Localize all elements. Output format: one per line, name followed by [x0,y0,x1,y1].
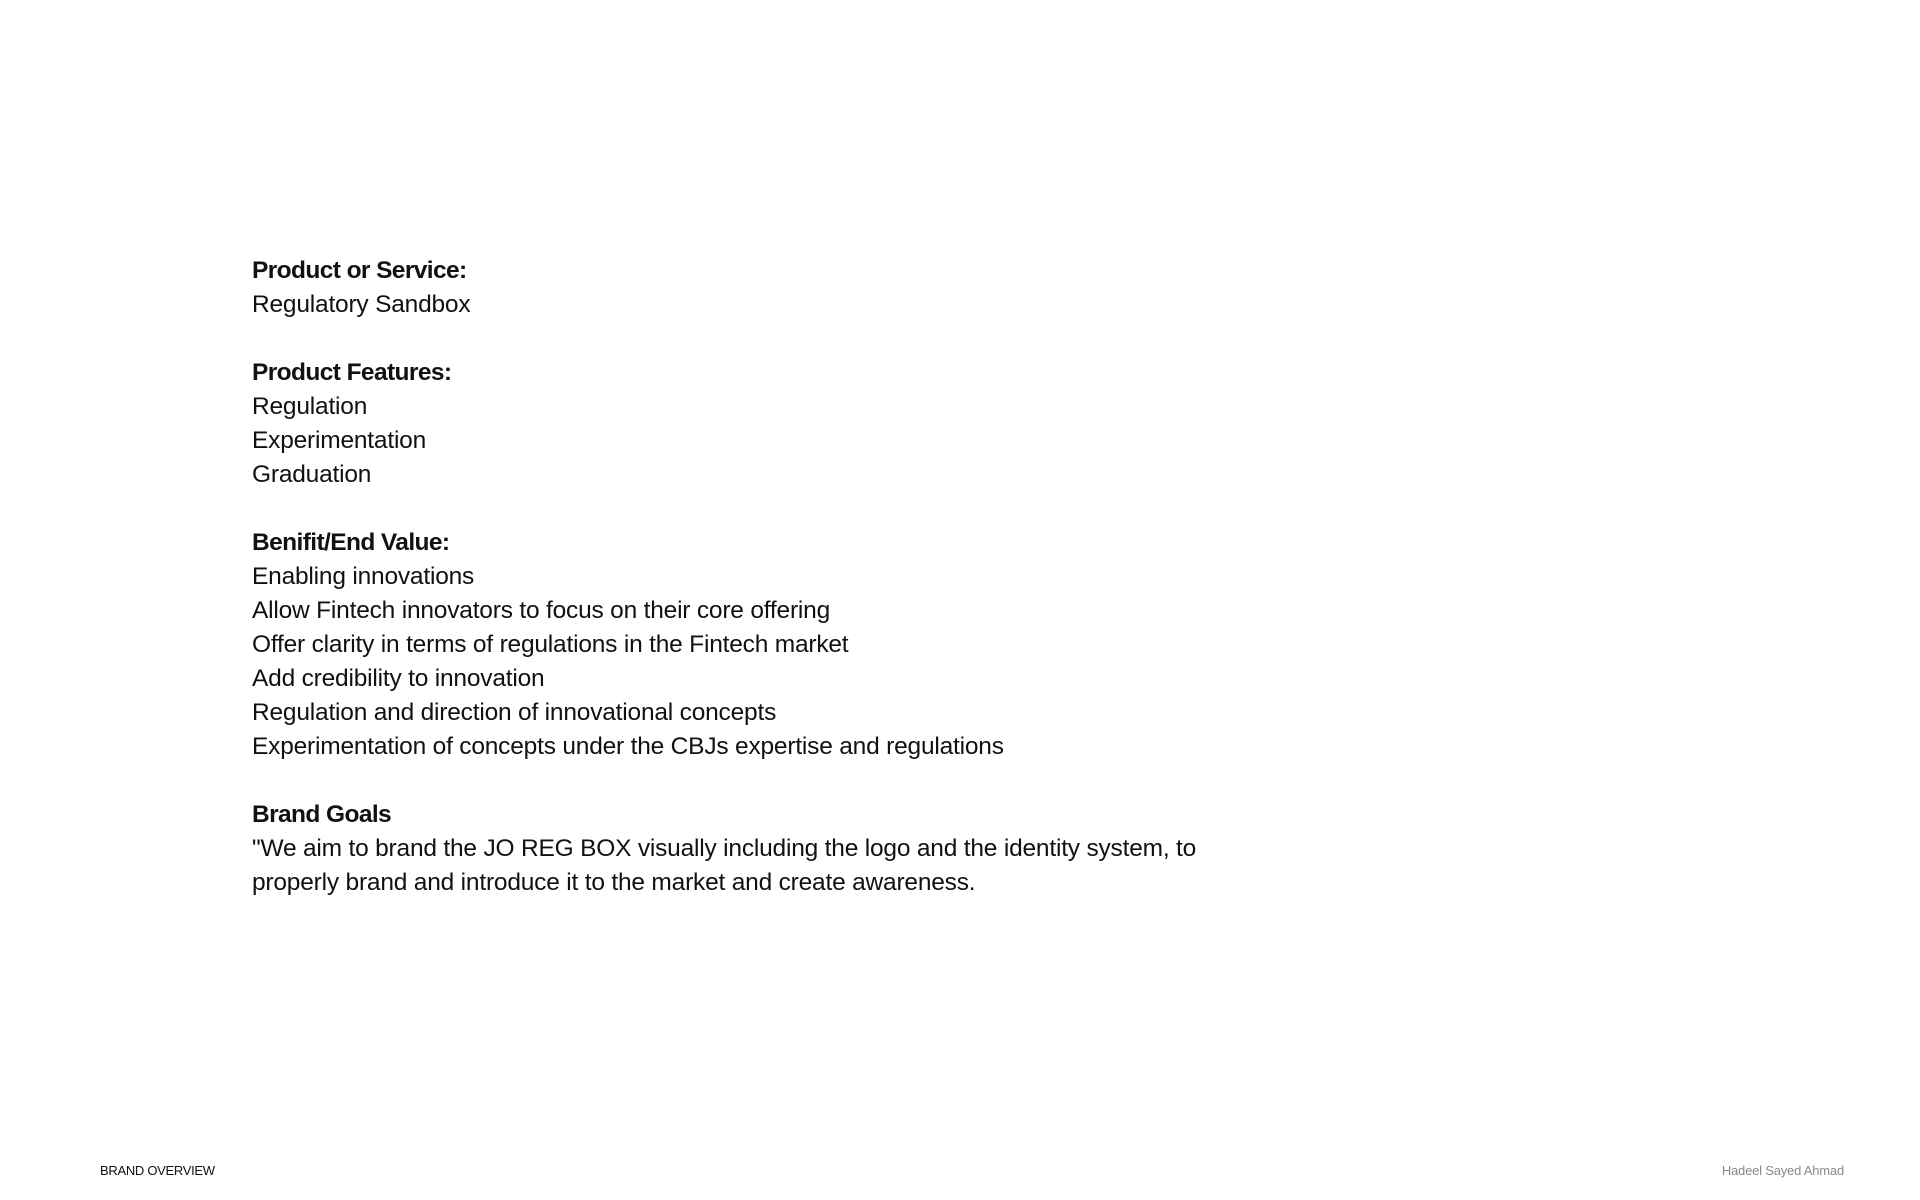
product-heading: Product or Service: [252,257,467,284]
footer-section-label: BRAND OVERVIEW [100,1163,215,1178]
benefits-heading: Benifit/End Value: [252,529,450,556]
feature-item: Graduation [252,461,372,488]
footer-author: Hadeel Sayed Ahmad [1721,1163,1844,1178]
benefit-item: Enabling innovations [252,563,475,590]
feature-item: Experimentation [252,427,427,454]
features-section [252,356,1552,492]
brand-overview-content [252,254,1552,934]
goals-section [252,798,1552,900]
features-heading: Product Features: [252,359,452,386]
feature-item: Regulation [252,393,368,420]
benefit-item: Experimentation of concepts under the CBJs expertise and regulations [252,733,1004,760]
goals-text: "We aim to brand the JO REG BOX visually including the logo and the identity system, to properly brand and introduce it to the market and create awareness. [252,835,1197,896]
benefits-section [252,526,1552,764]
benefit-item: Add credibility to innovation [252,665,545,692]
benefit-item: Allow Fintech innovators to focus on their core offering [252,597,831,624]
product-value: Regulatory Sandbox [252,291,471,318]
benefit-item: Offer clarity in terms of regulations in the Fintech market [252,631,849,658]
benefit-item: Regulation and direction of innovational concepts [252,699,777,726]
goals-heading: Brand Goals [252,801,392,828]
product-section [252,254,1552,322]
